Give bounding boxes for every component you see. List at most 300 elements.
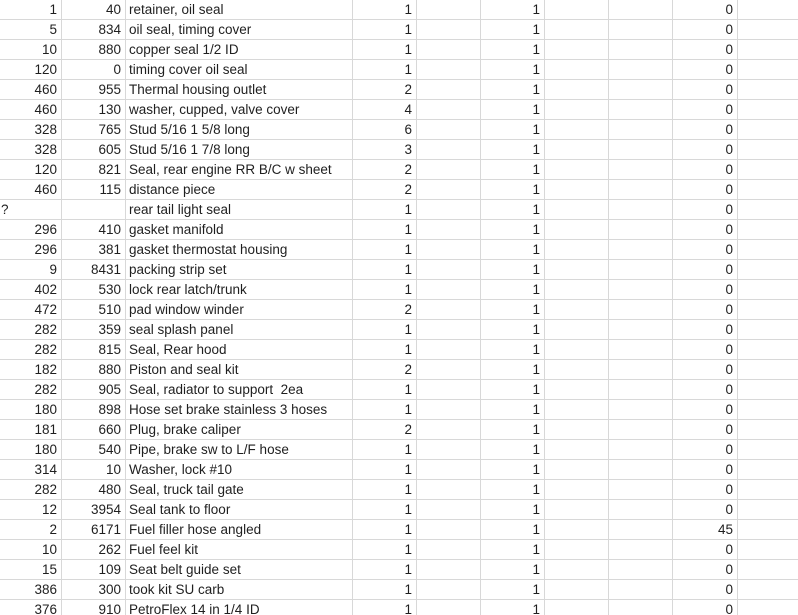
cell-quantity[interactable]: 1 xyxy=(353,440,417,459)
cell-part-group[interactable]: 376 xyxy=(0,600,62,615)
cell-empty-e[interactable] xyxy=(417,200,481,219)
cell-part-group[interactable]: 1 xyxy=(0,0,62,19)
cell-unit-count[interactable]: 1 xyxy=(481,60,545,79)
cell-empty-e[interactable] xyxy=(417,380,481,399)
cell-empty-h[interactable] xyxy=(609,120,673,139)
cell-quantity[interactable]: 2 xyxy=(353,360,417,379)
cell-part-group[interactable]: 402 xyxy=(0,280,62,299)
cell-part-group[interactable]: 282 xyxy=(0,340,62,359)
cell-empty-e[interactable] xyxy=(417,0,481,19)
cell-empty-e[interactable] xyxy=(417,500,481,519)
cell-part-group[interactable]: 5 xyxy=(0,20,62,39)
cell-description[interactable]: Seal, Rear hood xyxy=(126,340,353,359)
cell-empty-g[interactable] xyxy=(545,240,609,259)
cell-value[interactable]: 0 xyxy=(673,120,738,139)
cell-quantity[interactable]: 1 xyxy=(353,0,417,19)
cell-empty-j[interactable] xyxy=(738,420,798,439)
cell-empty-g[interactable] xyxy=(545,160,609,179)
cell-quantity[interactable]: 1 xyxy=(353,320,417,339)
cell-empty-j[interactable] xyxy=(738,320,798,339)
cell-quantity[interactable]: 1 xyxy=(353,500,417,519)
cell-description[interactable]: rear tail light seal xyxy=(126,200,353,219)
cell-value[interactable]: 0 xyxy=(673,100,738,119)
cell-quantity[interactable]: 1 xyxy=(353,560,417,579)
cell-empty-j[interactable] xyxy=(738,240,798,259)
cell-empty-e[interactable] xyxy=(417,300,481,319)
cell-value[interactable]: 0 xyxy=(673,420,738,439)
cell-value[interactable]: 0 xyxy=(673,380,738,399)
cell-unit-count[interactable]: 1 xyxy=(481,600,545,615)
cell-empty-g[interactable] xyxy=(545,180,609,199)
cell-value[interactable]: 0 xyxy=(673,160,738,179)
cell-empty-j[interactable] xyxy=(738,100,798,119)
cell-part-number[interactable]: 300 xyxy=(62,580,126,599)
cell-empty-j[interactable] xyxy=(738,220,798,239)
cell-empty-h[interactable] xyxy=(609,100,673,119)
cell-part-group[interactable]: 460 xyxy=(0,100,62,119)
cell-description[interactable]: Stud 5/16 1 5/8 long xyxy=(126,120,353,139)
cell-empty-h[interactable] xyxy=(609,400,673,419)
cell-value[interactable]: 0 xyxy=(673,40,738,59)
cell-part-number[interactable]: 880 xyxy=(62,360,126,379)
cell-value[interactable]: 0 xyxy=(673,20,738,39)
cell-part-number[interactable]: 0 xyxy=(62,60,126,79)
cell-description[interactable]: retainer, oil seal xyxy=(126,0,353,19)
cell-value[interactable]: 0 xyxy=(673,200,738,219)
cell-empty-g[interactable] xyxy=(545,360,609,379)
cell-empty-g[interactable] xyxy=(545,460,609,479)
cell-empty-h[interactable] xyxy=(609,160,673,179)
cell-empty-h[interactable] xyxy=(609,480,673,499)
cell-part-number[interactable]: 765 xyxy=(62,120,126,139)
cell-part-group[interactable]: 460 xyxy=(0,180,62,199)
cell-empty-e[interactable] xyxy=(417,600,481,615)
cell-part-number[interactable] xyxy=(62,200,126,219)
cell-unit-count[interactable]: 1 xyxy=(481,380,545,399)
cell-description[interactable]: timing cover oil seal xyxy=(126,60,353,79)
cell-empty-g[interactable] xyxy=(545,40,609,59)
cell-unit-count[interactable]: 1 xyxy=(481,120,545,139)
cell-value[interactable]: 0 xyxy=(673,500,738,519)
cell-unit-count[interactable]: 1 xyxy=(481,460,545,479)
cell-value[interactable]: 45 xyxy=(673,520,738,539)
cell-empty-e[interactable] xyxy=(417,260,481,279)
cell-part-group[interactable]: 328 xyxy=(0,140,62,159)
cell-description[interactable]: Seat belt guide set xyxy=(126,560,353,579)
cell-quantity[interactable]: 1 xyxy=(353,260,417,279)
cell-part-group[interactable]: 282 xyxy=(0,320,62,339)
cell-unit-count[interactable]: 1 xyxy=(481,560,545,579)
cell-description[interactable]: Seal, truck tail gate xyxy=(126,480,353,499)
cell-description[interactable]: gasket manifold xyxy=(126,220,353,239)
cell-description[interactable]: lock rear latch/trunk xyxy=(126,280,353,299)
cell-empty-j[interactable] xyxy=(738,360,798,379)
cell-description[interactable]: Washer, lock #10 xyxy=(126,460,353,479)
cell-value[interactable]: 0 xyxy=(673,340,738,359)
cell-empty-g[interactable] xyxy=(545,200,609,219)
cell-part-group[interactable]: 386 xyxy=(0,580,62,599)
cell-unit-count[interactable]: 1 xyxy=(481,420,545,439)
cell-quantity[interactable]: 1 xyxy=(353,580,417,599)
cell-quantity[interactable]: 1 xyxy=(353,520,417,539)
cell-part-group[interactable]: 296 xyxy=(0,220,62,239)
cell-empty-h[interactable] xyxy=(609,500,673,519)
cell-empty-e[interactable] xyxy=(417,480,481,499)
cell-empty-j[interactable] xyxy=(738,120,798,139)
cell-empty-g[interactable] xyxy=(545,20,609,39)
cell-part-group[interactable]: 10 xyxy=(0,540,62,559)
cell-empty-h[interactable] xyxy=(609,180,673,199)
cell-quantity[interactable]: 2 xyxy=(353,80,417,99)
cell-part-group[interactable]: 120 xyxy=(0,160,62,179)
cell-description[interactable]: took kit SU carb xyxy=(126,580,353,599)
cell-part-group[interactable]: 472 xyxy=(0,300,62,319)
cell-empty-e[interactable] xyxy=(417,140,481,159)
cell-part-group[interactable]: 181 xyxy=(0,420,62,439)
cell-quantity[interactable]: 2 xyxy=(353,160,417,179)
cell-empty-g[interactable] xyxy=(545,0,609,19)
cell-quantity[interactable]: 1 xyxy=(353,60,417,79)
cell-unit-count[interactable]: 1 xyxy=(481,100,545,119)
cell-description[interactable]: washer, cupped, valve cover xyxy=(126,100,353,119)
cell-empty-h[interactable] xyxy=(609,540,673,559)
cell-empty-e[interactable] xyxy=(417,520,481,539)
cell-part-number[interactable]: 605 xyxy=(62,140,126,159)
cell-unit-count[interactable]: 1 xyxy=(481,0,545,19)
cell-quantity[interactable]: 1 xyxy=(353,200,417,219)
cell-part-group[interactable]: 282 xyxy=(0,480,62,499)
cell-empty-g[interactable] xyxy=(545,600,609,615)
cell-value[interactable]: 0 xyxy=(673,260,738,279)
cell-empty-g[interactable] xyxy=(545,260,609,279)
cell-empty-g[interactable] xyxy=(545,480,609,499)
cell-empty-e[interactable] xyxy=(417,40,481,59)
cell-empty-j[interactable] xyxy=(738,260,798,279)
cell-empty-g[interactable] xyxy=(545,280,609,299)
cell-value[interactable]: 0 xyxy=(673,300,738,319)
cell-description[interactable]: Hose set brake stainless 3 hoses xyxy=(126,400,353,419)
cell-empty-e[interactable] xyxy=(417,420,481,439)
cell-empty-g[interactable] xyxy=(545,420,609,439)
cell-unit-count[interactable]: 1 xyxy=(481,160,545,179)
cell-empty-h[interactable] xyxy=(609,340,673,359)
cell-unit-count[interactable]: 1 xyxy=(481,220,545,239)
cell-value[interactable]: 0 xyxy=(673,540,738,559)
cell-empty-g[interactable] xyxy=(545,520,609,539)
cell-empty-e[interactable] xyxy=(417,340,481,359)
cell-part-number[interactable]: 40 xyxy=(62,0,126,19)
cell-unit-count[interactable]: 1 xyxy=(481,180,545,199)
cell-part-number[interactable]: 540 xyxy=(62,440,126,459)
cell-empty-g[interactable] xyxy=(545,80,609,99)
cell-description[interactable]: Pipe, brake sw to L/F hose xyxy=(126,440,353,459)
cell-unit-count[interactable]: 1 xyxy=(481,500,545,519)
cell-empty-e[interactable] xyxy=(417,220,481,239)
cell-value[interactable]: 0 xyxy=(673,440,738,459)
cell-empty-g[interactable] xyxy=(545,340,609,359)
cell-empty-j[interactable] xyxy=(738,300,798,319)
cell-empty-e[interactable] xyxy=(417,440,481,459)
cell-part-number[interactable]: 905 xyxy=(62,380,126,399)
cell-empty-g[interactable] xyxy=(545,380,609,399)
cell-empty-e[interactable] xyxy=(417,180,481,199)
cell-value[interactable]: 0 xyxy=(673,600,738,615)
cell-empty-g[interactable] xyxy=(545,500,609,519)
cell-empty-j[interactable] xyxy=(738,520,798,539)
cell-empty-g[interactable] xyxy=(545,580,609,599)
cell-empty-j[interactable] xyxy=(738,600,798,615)
cell-empty-h[interactable] xyxy=(609,440,673,459)
cell-quantity[interactable]: 1 xyxy=(353,480,417,499)
cell-empty-g[interactable] xyxy=(545,220,609,239)
cell-value[interactable]: 0 xyxy=(673,180,738,199)
cell-empty-h[interactable] xyxy=(609,580,673,599)
cell-empty-g[interactable] xyxy=(545,100,609,119)
cell-empty-g[interactable] xyxy=(545,140,609,159)
cell-part-number[interactable]: 821 xyxy=(62,160,126,179)
cell-part-group[interactable]: 282 xyxy=(0,380,62,399)
cell-description[interactable]: Plug, brake caliper xyxy=(126,420,353,439)
cell-quantity[interactable]: 1 xyxy=(353,600,417,615)
cell-value[interactable]: 0 xyxy=(673,240,738,259)
cell-empty-h[interactable] xyxy=(609,20,673,39)
cell-empty-j[interactable] xyxy=(738,0,798,19)
cell-empty-h[interactable] xyxy=(609,600,673,615)
cell-unit-count[interactable]: 1 xyxy=(481,80,545,99)
cell-empty-h[interactable] xyxy=(609,200,673,219)
cell-description[interactable]: distance piece xyxy=(126,180,353,199)
cell-description[interactable]: Seal, rear engine RR B/C w sheet xyxy=(126,160,353,179)
cell-value[interactable]: 0 xyxy=(673,320,738,339)
cell-quantity[interactable]: 6 xyxy=(353,120,417,139)
cell-empty-e[interactable] xyxy=(417,60,481,79)
cell-empty-h[interactable] xyxy=(609,140,673,159)
cell-quantity[interactable]: 3 xyxy=(353,140,417,159)
cell-quantity[interactable]: 2 xyxy=(353,300,417,319)
cell-part-number[interactable]: 10 xyxy=(62,460,126,479)
cell-empty-h[interactable] xyxy=(609,40,673,59)
cell-empty-j[interactable] xyxy=(738,160,798,179)
cell-unit-count[interactable]: 1 xyxy=(481,280,545,299)
cell-empty-e[interactable] xyxy=(417,160,481,179)
cell-part-number[interactable]: 660 xyxy=(62,420,126,439)
cell-part-group[interactable]: 328 xyxy=(0,120,62,139)
cell-empty-g[interactable] xyxy=(545,320,609,339)
cell-unit-count[interactable]: 1 xyxy=(481,400,545,419)
cell-unit-count[interactable]: 1 xyxy=(481,40,545,59)
cell-value[interactable]: 0 xyxy=(673,480,738,499)
cell-part-group[interactable]: 12 xyxy=(0,500,62,519)
cell-unit-count[interactable]: 1 xyxy=(481,440,545,459)
cell-empty-h[interactable] xyxy=(609,280,673,299)
cell-empty-j[interactable] xyxy=(738,60,798,79)
cell-unit-count[interactable]: 1 xyxy=(481,340,545,359)
cell-part-number[interactable]: 115 xyxy=(62,180,126,199)
cell-empty-j[interactable] xyxy=(738,340,798,359)
cell-empty-j[interactable] xyxy=(738,20,798,39)
cell-empty-g[interactable] xyxy=(545,440,609,459)
cell-empty-e[interactable] xyxy=(417,360,481,379)
cell-part-group[interactable]: 296 xyxy=(0,240,62,259)
cell-part-number[interactable]: 359 xyxy=(62,320,126,339)
cell-empty-h[interactable] xyxy=(609,260,673,279)
cell-part-number[interactable]: 8431 xyxy=(62,260,126,279)
cell-quantity[interactable]: 1 xyxy=(353,460,417,479)
cell-description[interactable]: Seal, radiator to support 2ea xyxy=(126,380,353,399)
cell-description[interactable]: pad window winder xyxy=(126,300,353,319)
cell-value[interactable]: 0 xyxy=(673,460,738,479)
cell-empty-e[interactable] xyxy=(417,460,481,479)
cell-unit-count[interactable]: 1 xyxy=(481,300,545,319)
cell-unit-count[interactable]: 1 xyxy=(481,140,545,159)
cell-empty-j[interactable] xyxy=(738,200,798,219)
cell-part-group[interactable]: 2 xyxy=(0,520,62,539)
cell-unit-count[interactable]: 1 xyxy=(481,520,545,539)
cell-quantity[interactable]: 1 xyxy=(353,20,417,39)
cell-empty-h[interactable] xyxy=(609,220,673,239)
cell-part-number[interactable]: 530 xyxy=(62,280,126,299)
cell-value[interactable]: 0 xyxy=(673,220,738,239)
cell-unit-count[interactable]: 1 xyxy=(481,480,545,499)
cell-empty-j[interactable] xyxy=(738,480,798,499)
cell-empty-j[interactable] xyxy=(738,80,798,99)
cell-part-group[interactable]: 180 xyxy=(0,400,62,419)
cell-empty-g[interactable] xyxy=(545,300,609,319)
cell-part-number[interactable]: 880 xyxy=(62,40,126,59)
cell-unit-count[interactable]: 1 xyxy=(481,20,545,39)
cell-description[interactable]: packing strip set xyxy=(126,260,353,279)
cell-part-group[interactable]: 120 xyxy=(0,60,62,79)
cell-quantity[interactable]: 1 xyxy=(353,240,417,259)
cell-part-number[interactable]: 3954 xyxy=(62,500,126,519)
cell-part-number[interactable]: 510 xyxy=(62,300,126,319)
cell-part-number[interactable]: 109 xyxy=(62,560,126,579)
cell-empty-h[interactable] xyxy=(609,320,673,339)
cell-empty-j[interactable] xyxy=(738,580,798,599)
cell-empty-h[interactable] xyxy=(609,560,673,579)
cell-empty-g[interactable] xyxy=(545,120,609,139)
cell-value[interactable]: 0 xyxy=(673,360,738,379)
cell-empty-j[interactable] xyxy=(738,500,798,519)
cell-quantity[interactable]: 1 xyxy=(353,400,417,419)
cell-part-number[interactable]: 815 xyxy=(62,340,126,359)
cell-part-group[interactable]: 15 xyxy=(0,560,62,579)
cell-description[interactable]: Stud 5/16 1 7/8 long xyxy=(126,140,353,159)
cell-empty-j[interactable] xyxy=(738,400,798,419)
cell-empty-g[interactable] xyxy=(545,400,609,419)
cell-quantity[interactable]: 2 xyxy=(353,180,417,199)
cell-part-number[interactable]: 410 xyxy=(62,220,126,239)
cell-description[interactable]: copper seal 1/2 ID xyxy=(126,40,353,59)
cell-empty-j[interactable] xyxy=(738,460,798,479)
cell-empty-j[interactable] xyxy=(738,560,798,579)
cell-part-number[interactable]: 381 xyxy=(62,240,126,259)
cell-empty-j[interactable] xyxy=(738,540,798,559)
cell-empty-j[interactable] xyxy=(738,180,798,199)
cell-value[interactable]: 0 xyxy=(673,0,738,19)
cell-quantity[interactable]: 1 xyxy=(353,380,417,399)
cell-empty-h[interactable] xyxy=(609,460,673,479)
cell-empty-h[interactable] xyxy=(609,240,673,259)
cell-unit-count[interactable]: 1 xyxy=(481,360,545,379)
cell-empty-g[interactable] xyxy=(545,540,609,559)
cell-unit-count[interactable]: 1 xyxy=(481,320,545,339)
cell-empty-e[interactable] xyxy=(417,580,481,599)
cell-part-number[interactable]: 262 xyxy=(62,540,126,559)
cell-part-number[interactable]: 480 xyxy=(62,480,126,499)
cell-empty-h[interactable] xyxy=(609,0,673,19)
cell-quantity[interactable]: 1 xyxy=(353,40,417,59)
cell-description[interactable]: Piston and seal kit xyxy=(126,360,353,379)
cell-part-number[interactable]: 130 xyxy=(62,100,126,119)
cell-empty-h[interactable] xyxy=(609,380,673,399)
cell-part-number[interactable]: 6171 xyxy=(62,520,126,539)
cell-description[interactable]: Seal tank to floor xyxy=(126,500,353,519)
cell-description[interactable]: Thermal housing outlet xyxy=(126,80,353,99)
cell-quantity[interactable]: 4 xyxy=(353,100,417,119)
cell-empty-h[interactable] xyxy=(609,420,673,439)
cell-empty-h[interactable] xyxy=(609,360,673,379)
cell-empty-j[interactable] xyxy=(738,40,798,59)
cell-empty-e[interactable] xyxy=(417,20,481,39)
cell-empty-g[interactable] xyxy=(545,60,609,79)
cell-part-group[interactable]: 10 xyxy=(0,40,62,59)
cell-unit-count[interactable]: 1 xyxy=(481,240,545,259)
cell-quantity[interactable]: 1 xyxy=(353,220,417,239)
cell-part-group[interactable]: ? xyxy=(0,200,62,219)
cell-empty-h[interactable] xyxy=(609,520,673,539)
cell-description[interactable]: PetroFlex 14 in 1/4 ID xyxy=(126,600,353,615)
cell-part-number[interactable]: 910 xyxy=(62,600,126,615)
cell-empty-e[interactable] xyxy=(417,100,481,119)
cell-unit-count[interactable]: 1 xyxy=(481,580,545,599)
cell-quantity[interactable]: 2 xyxy=(353,420,417,439)
cell-empty-h[interactable] xyxy=(609,80,673,99)
cell-empty-e[interactable] xyxy=(417,320,481,339)
cell-empty-e[interactable] xyxy=(417,280,481,299)
cell-value[interactable]: 0 xyxy=(673,560,738,579)
cell-part-number[interactable]: 834 xyxy=(62,20,126,39)
cell-empty-j[interactable] xyxy=(738,440,798,459)
cell-empty-e[interactable] xyxy=(417,540,481,559)
cell-part-group[interactable]: 9 xyxy=(0,260,62,279)
cell-part-group[interactable]: 182 xyxy=(0,360,62,379)
cell-description[interactable]: oil seal, timing cover xyxy=(126,20,353,39)
cell-description[interactable]: gasket thermostat housing xyxy=(126,240,353,259)
cell-quantity[interactable]: 1 xyxy=(353,540,417,559)
cell-part-group[interactable]: 180 xyxy=(0,440,62,459)
cell-part-group[interactable]: 460 xyxy=(0,80,62,99)
cell-empty-j[interactable] xyxy=(738,140,798,159)
cell-description[interactable]: Fuel filler hose angled xyxy=(126,520,353,539)
cell-value[interactable]: 0 xyxy=(673,80,738,99)
cell-value[interactable]: 0 xyxy=(673,580,738,599)
cell-part-number[interactable]: 898 xyxy=(62,400,126,419)
cell-part-number[interactable]: 955 xyxy=(62,80,126,99)
cell-quantity[interactable]: 1 xyxy=(353,340,417,359)
cell-description[interactable]: seal splash panel xyxy=(126,320,353,339)
cell-quantity[interactable]: 1 xyxy=(353,280,417,299)
cell-empty-h[interactable] xyxy=(609,300,673,319)
cell-unit-count[interactable]: 1 xyxy=(481,200,545,219)
cell-value[interactable]: 0 xyxy=(673,140,738,159)
cell-empty-e[interactable] xyxy=(417,560,481,579)
cell-empty-e[interactable] xyxy=(417,80,481,99)
cell-description[interactable]: Fuel feel kit xyxy=(126,540,353,559)
cell-empty-h[interactable] xyxy=(609,60,673,79)
cell-empty-e[interactable] xyxy=(417,400,481,419)
cell-value[interactable]: 0 xyxy=(673,60,738,79)
